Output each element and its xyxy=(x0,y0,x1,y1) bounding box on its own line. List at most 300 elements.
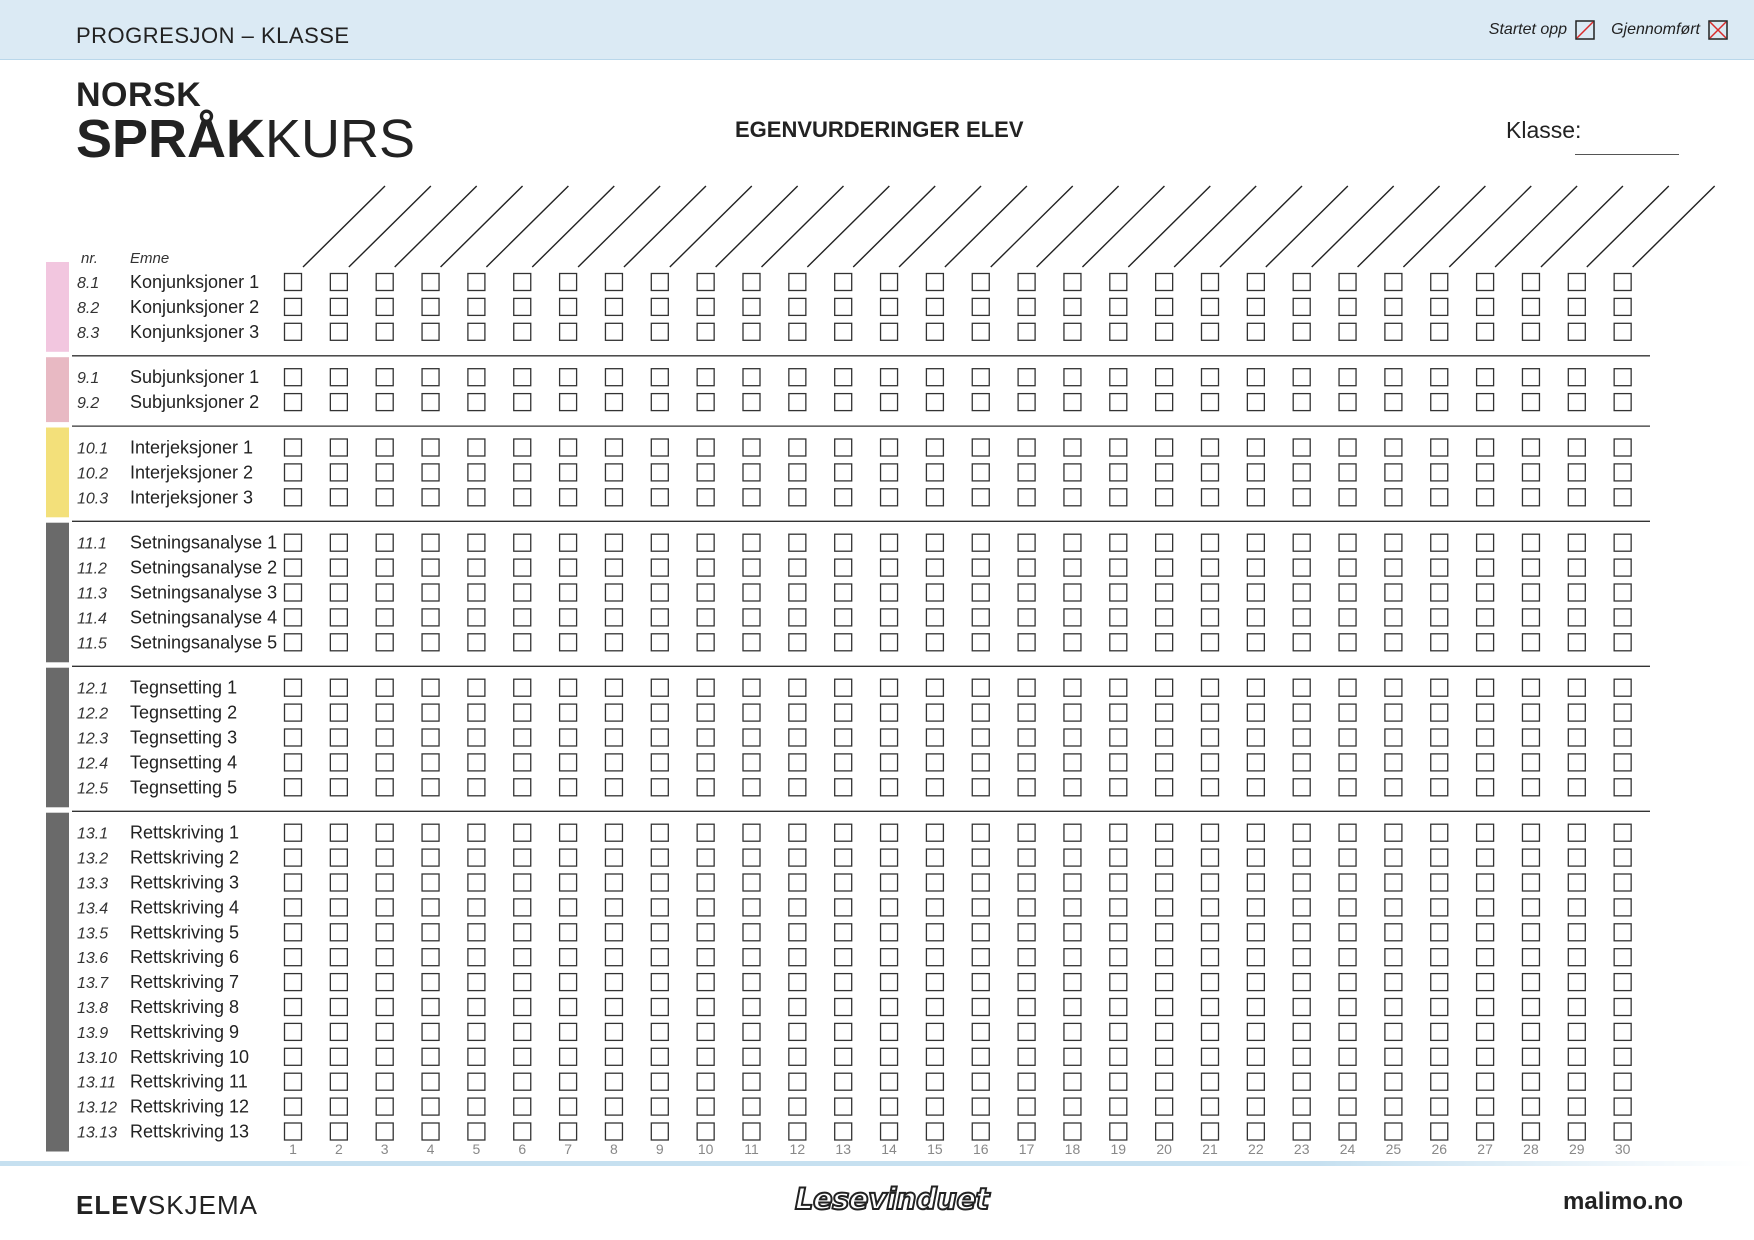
progress-checkbox[interactable] xyxy=(1064,584,1081,601)
progress-checkbox[interactable] xyxy=(1568,729,1585,746)
progress-checkbox[interactable] xyxy=(1614,534,1631,551)
progress-checkbox[interactable] xyxy=(743,394,760,411)
progress-checkbox[interactable] xyxy=(1110,679,1127,696)
progress-checkbox[interactable] xyxy=(1385,729,1402,746)
progress-checkbox[interactable] xyxy=(605,489,622,506)
progress-checkbox[interactable] xyxy=(285,1023,302,1040)
progress-checkbox[interactable] xyxy=(1247,679,1264,696)
progress-checkbox[interactable] xyxy=(1156,394,1173,411)
progress-checkbox[interactable] xyxy=(881,999,898,1016)
progress-checkbox[interactable] xyxy=(926,704,943,721)
progress-checkbox[interactable] xyxy=(926,1023,943,1040)
progress-checkbox[interactable] xyxy=(1293,369,1310,386)
progress-checkbox[interactable] xyxy=(560,949,577,966)
progress-checkbox[interactable] xyxy=(514,464,531,481)
progress-checkbox[interactable] xyxy=(743,298,760,315)
progress-checkbox[interactable] xyxy=(1293,849,1310,866)
progress-checkbox[interactable] xyxy=(1293,489,1310,506)
progress-checkbox[interactable] xyxy=(1339,1048,1356,1065)
progress-checkbox[interactable] xyxy=(789,679,806,696)
progress-checkbox[interactable] xyxy=(1568,489,1585,506)
progress-checkbox[interactable] xyxy=(651,754,668,771)
progress-checkbox[interactable] xyxy=(1293,679,1310,696)
progress-checkbox[interactable] xyxy=(330,609,347,626)
progress-checkbox[interactable] xyxy=(1477,729,1494,746)
progress-checkbox[interactable] xyxy=(1156,369,1173,386)
progress-checkbox[interactable] xyxy=(1339,559,1356,576)
progress-checkbox[interactable] xyxy=(376,924,393,941)
progress-checkbox[interactable] xyxy=(1385,924,1402,941)
progress-checkbox[interactable] xyxy=(1339,584,1356,601)
progress-checkbox[interactable] xyxy=(1522,274,1539,291)
progress-checkbox[interactable] xyxy=(697,874,714,891)
progress-checkbox[interactable] xyxy=(330,298,347,315)
progress-checkbox[interactable] xyxy=(1568,1098,1585,1115)
progress-checkbox[interactable] xyxy=(376,999,393,1016)
progress-checkbox[interactable] xyxy=(835,464,852,481)
progress-checkbox[interactable] xyxy=(560,1023,577,1040)
progress-checkbox[interactable] xyxy=(330,679,347,696)
progress-checkbox[interactable] xyxy=(972,584,989,601)
progress-checkbox[interactable] xyxy=(1247,298,1264,315)
progress-checkbox[interactable] xyxy=(1293,439,1310,456)
progress-checkbox[interactable] xyxy=(1614,298,1631,315)
progress-checkbox[interactable] xyxy=(1018,584,1035,601)
progress-checkbox[interactable] xyxy=(1018,999,1035,1016)
progress-checkbox[interactable] xyxy=(514,874,531,891)
progress-checkbox[interactable] xyxy=(376,369,393,386)
progress-checkbox[interactable] xyxy=(835,559,852,576)
student-name-line[interactable] xyxy=(1587,186,1669,267)
progress-checkbox[interactable] xyxy=(1202,729,1219,746)
progress-checkbox[interactable] xyxy=(1247,779,1264,796)
progress-checkbox[interactable] xyxy=(651,369,668,386)
progress-checkbox[interactable] xyxy=(743,999,760,1016)
progress-checkbox[interactable] xyxy=(1385,1098,1402,1115)
progress-checkbox[interactable] xyxy=(1339,754,1356,771)
progress-checkbox[interactable] xyxy=(330,323,347,340)
progress-checkbox[interactable] xyxy=(835,704,852,721)
progress-checkbox[interactable] xyxy=(514,754,531,771)
progress-checkbox[interactable] xyxy=(835,779,852,796)
progress-checkbox[interactable] xyxy=(376,439,393,456)
progress-checkbox[interactable] xyxy=(1385,584,1402,601)
progress-checkbox[interactable] xyxy=(972,1048,989,1065)
progress-checkbox[interactable] xyxy=(330,1098,347,1115)
progress-checkbox[interactable] xyxy=(1568,999,1585,1016)
progress-checkbox[interactable] xyxy=(376,298,393,315)
progress-checkbox[interactable] xyxy=(1064,949,1081,966)
progress-checkbox[interactable] xyxy=(1247,1023,1264,1040)
progress-checkbox[interactable] xyxy=(285,824,302,841)
progress-checkbox[interactable] xyxy=(972,439,989,456)
progress-checkbox[interactable] xyxy=(605,949,622,966)
progress-checkbox[interactable] xyxy=(697,609,714,626)
progress-checkbox[interactable] xyxy=(1202,824,1219,841)
progress-checkbox[interactable] xyxy=(1247,323,1264,340)
progress-checkbox[interactable] xyxy=(468,679,485,696)
progress-checkbox[interactable] xyxy=(881,679,898,696)
progress-checkbox[interactable] xyxy=(1064,323,1081,340)
progress-checkbox[interactable] xyxy=(1293,899,1310,916)
progress-checkbox[interactable] xyxy=(1522,489,1539,506)
progress-checkbox[interactable] xyxy=(651,824,668,841)
progress-checkbox[interactable] xyxy=(972,609,989,626)
progress-checkbox[interactable] xyxy=(514,974,531,991)
progress-checkbox[interactable] xyxy=(1110,584,1127,601)
progress-checkbox[interactable] xyxy=(560,534,577,551)
progress-checkbox[interactable] xyxy=(468,489,485,506)
progress-checkbox[interactable] xyxy=(560,584,577,601)
progress-checkbox[interactable] xyxy=(330,634,347,651)
progress-checkbox[interactable] xyxy=(1568,1073,1585,1090)
progress-checkbox[interactable] xyxy=(743,534,760,551)
progress-checkbox[interactable] xyxy=(605,849,622,866)
progress-checkbox[interactable] xyxy=(697,849,714,866)
progress-checkbox[interactable] xyxy=(926,1123,943,1140)
progress-checkbox[interactable] xyxy=(743,274,760,291)
progress-checkbox[interactable] xyxy=(468,534,485,551)
progress-checkbox[interactable] xyxy=(1522,394,1539,411)
progress-checkbox[interactable] xyxy=(1156,999,1173,1016)
progress-checkbox[interactable] xyxy=(468,394,485,411)
progress-checkbox[interactable] xyxy=(926,824,943,841)
progress-checkbox[interactable] xyxy=(1614,874,1631,891)
progress-checkbox[interactable] xyxy=(1202,369,1219,386)
student-name-line[interactable] xyxy=(624,186,706,267)
progress-checkbox[interactable] xyxy=(697,394,714,411)
progress-checkbox[interactable] xyxy=(1202,899,1219,916)
progress-checkbox[interactable] xyxy=(835,489,852,506)
progress-checkbox[interactable] xyxy=(285,754,302,771)
progress-checkbox[interactable] xyxy=(1156,899,1173,916)
progress-checkbox[interactable] xyxy=(1614,949,1631,966)
progress-checkbox[interactable] xyxy=(926,974,943,991)
progress-checkbox[interactable] xyxy=(422,899,439,916)
progress-checkbox[interactable] xyxy=(376,679,393,696)
progress-checkbox[interactable] xyxy=(1568,679,1585,696)
progress-checkbox[interactable] xyxy=(972,779,989,796)
progress-checkbox[interactable] xyxy=(972,1098,989,1115)
progress-checkbox[interactable] xyxy=(422,534,439,551)
progress-checkbox[interactable] xyxy=(1568,704,1585,721)
progress-checkbox[interactable] xyxy=(514,1023,531,1040)
progress-checkbox[interactable] xyxy=(743,824,760,841)
progress-checkbox[interactable] xyxy=(285,584,302,601)
progress-checkbox[interactable] xyxy=(1110,729,1127,746)
progress-checkbox[interactable] xyxy=(743,899,760,916)
progress-checkbox[interactable] xyxy=(1156,609,1173,626)
progress-checkbox[interactable] xyxy=(926,949,943,966)
progress-checkbox[interactable] xyxy=(560,874,577,891)
progress-checkbox[interactable] xyxy=(1522,704,1539,721)
progress-checkbox[interactable] xyxy=(1293,534,1310,551)
progress-checkbox[interactable] xyxy=(697,369,714,386)
progress-checkbox[interactable] xyxy=(468,874,485,891)
progress-checkbox[interactable] xyxy=(376,779,393,796)
progress-checkbox[interactable] xyxy=(605,924,622,941)
progress-checkbox[interactable] xyxy=(1568,634,1585,651)
progress-checkbox[interactable] xyxy=(422,679,439,696)
progress-checkbox[interactable] xyxy=(1018,849,1035,866)
progress-checkbox[interactable] xyxy=(835,1073,852,1090)
progress-checkbox[interactable] xyxy=(285,999,302,1016)
progress-checkbox[interactable] xyxy=(881,609,898,626)
progress-checkbox[interactable] xyxy=(881,323,898,340)
progress-checkbox[interactable] xyxy=(1202,559,1219,576)
progress-checkbox[interactable] xyxy=(1202,704,1219,721)
progress-checkbox[interactable] xyxy=(1431,974,1448,991)
progress-checkbox[interactable] xyxy=(605,323,622,340)
progress-checkbox[interactable] xyxy=(285,704,302,721)
progress-checkbox[interactable] xyxy=(1202,439,1219,456)
progress-checkbox[interactable] xyxy=(1339,609,1356,626)
progress-checkbox[interactable] xyxy=(1018,323,1035,340)
progress-checkbox[interactable] xyxy=(285,464,302,481)
progress-checkbox[interactable] xyxy=(1431,464,1448,481)
progress-checkbox[interactable] xyxy=(789,634,806,651)
progress-checkbox[interactable] xyxy=(1202,1073,1219,1090)
progress-checkbox[interactable] xyxy=(743,559,760,576)
progress-checkbox[interactable] xyxy=(1568,464,1585,481)
progress-checkbox[interactable] xyxy=(1064,609,1081,626)
progress-checkbox[interactable] xyxy=(1064,634,1081,651)
progress-checkbox[interactable] xyxy=(651,679,668,696)
progress-checkbox[interactable] xyxy=(1064,899,1081,916)
progress-checkbox[interactable] xyxy=(1477,394,1494,411)
progress-checkbox[interactable] xyxy=(1614,369,1631,386)
progress-checkbox[interactable] xyxy=(560,323,577,340)
progress-checkbox[interactable] xyxy=(1202,874,1219,891)
progress-checkbox[interactable] xyxy=(1385,439,1402,456)
progress-checkbox[interactable] xyxy=(1293,464,1310,481)
progress-checkbox[interactable] xyxy=(697,1123,714,1140)
progress-checkbox[interactable] xyxy=(330,439,347,456)
progress-checkbox[interactable] xyxy=(881,729,898,746)
progress-checkbox[interactable] xyxy=(1018,609,1035,626)
student-name-line[interactable] xyxy=(1128,186,1210,267)
progress-checkbox[interactable] xyxy=(560,1073,577,1090)
progress-checkbox[interactable] xyxy=(1202,949,1219,966)
progress-checkbox[interactable] xyxy=(1247,584,1264,601)
progress-checkbox[interactable] xyxy=(468,274,485,291)
progress-checkbox[interactable] xyxy=(1522,754,1539,771)
progress-checkbox[interactable] xyxy=(1431,999,1448,1016)
progress-checkbox[interactable] xyxy=(285,634,302,651)
progress-checkbox[interactable] xyxy=(1247,1073,1264,1090)
progress-checkbox[interactable] xyxy=(1018,779,1035,796)
student-name-line[interactable] xyxy=(1358,186,1440,267)
progress-checkbox[interactable] xyxy=(1522,559,1539,576)
progress-checkbox[interactable] xyxy=(972,274,989,291)
progress-checkbox[interactable] xyxy=(1431,298,1448,315)
progress-checkbox[interactable] xyxy=(422,323,439,340)
progress-checkbox[interactable] xyxy=(514,439,531,456)
progress-checkbox[interactable] xyxy=(835,849,852,866)
progress-checkbox[interactable] xyxy=(285,899,302,916)
progress-checkbox[interactable] xyxy=(330,824,347,841)
progress-checkbox[interactable] xyxy=(605,974,622,991)
progress-checkbox[interactable] xyxy=(1339,849,1356,866)
progress-checkbox[interactable] xyxy=(422,1098,439,1115)
progress-checkbox[interactable] xyxy=(926,754,943,771)
progress-checkbox[interactable] xyxy=(1247,369,1264,386)
progress-checkbox[interactable] xyxy=(1064,298,1081,315)
progress-checkbox[interactable] xyxy=(1522,609,1539,626)
progress-checkbox[interactable] xyxy=(881,559,898,576)
progress-checkbox[interactable] xyxy=(1431,754,1448,771)
progress-checkbox[interactable] xyxy=(1018,298,1035,315)
progress-checkbox[interactable] xyxy=(651,924,668,941)
progress-checkbox[interactable] xyxy=(926,559,943,576)
progress-checkbox[interactable] xyxy=(1568,899,1585,916)
progress-checkbox[interactable] xyxy=(1431,849,1448,866)
progress-checkbox[interactable] xyxy=(605,779,622,796)
progress-checkbox[interactable] xyxy=(605,899,622,916)
progress-checkbox[interactable] xyxy=(1614,779,1631,796)
progress-checkbox[interactable] xyxy=(330,489,347,506)
progress-checkbox[interactable] xyxy=(376,729,393,746)
progress-checkbox[interactable] xyxy=(422,634,439,651)
progress-checkbox[interactable] xyxy=(285,609,302,626)
progress-checkbox[interactable] xyxy=(1568,1023,1585,1040)
progress-checkbox[interactable] xyxy=(422,729,439,746)
progress-checkbox[interactable] xyxy=(1614,924,1631,941)
progress-checkbox[interactable] xyxy=(605,369,622,386)
progress-checkbox[interactable] xyxy=(697,559,714,576)
progress-checkbox[interactable] xyxy=(1018,394,1035,411)
progress-checkbox[interactable] xyxy=(1339,974,1356,991)
progress-checkbox[interactable] xyxy=(1247,489,1264,506)
progress-checkbox[interactable] xyxy=(1431,634,1448,651)
progress-checkbox[interactable] xyxy=(1522,439,1539,456)
progress-checkbox[interactable] xyxy=(881,899,898,916)
progress-checkbox[interactable] xyxy=(422,1048,439,1065)
progress-checkbox[interactable] xyxy=(651,634,668,651)
progress-checkbox[interactable] xyxy=(1385,1023,1402,1040)
progress-checkbox[interactable] xyxy=(422,1023,439,1040)
progress-checkbox[interactable] xyxy=(835,439,852,456)
progress-checkbox[interactable] xyxy=(1477,1073,1494,1090)
progress-checkbox[interactable] xyxy=(1522,634,1539,651)
progress-checkbox[interactable] xyxy=(422,754,439,771)
progress-checkbox[interactable] xyxy=(1110,849,1127,866)
progress-checkbox[interactable] xyxy=(835,394,852,411)
progress-checkbox[interactable] xyxy=(1156,754,1173,771)
progress-checkbox[interactable] xyxy=(1477,439,1494,456)
progress-checkbox[interactable] xyxy=(1385,1048,1402,1065)
progress-checkbox[interactable] xyxy=(1110,534,1127,551)
progress-checkbox[interactable] xyxy=(651,974,668,991)
progress-checkbox[interactable] xyxy=(1522,679,1539,696)
progress-checkbox[interactable] xyxy=(743,1123,760,1140)
progress-checkbox[interactable] xyxy=(1431,1073,1448,1090)
progress-checkbox[interactable] xyxy=(1568,394,1585,411)
progress-checkbox[interactable] xyxy=(743,754,760,771)
progress-checkbox[interactable] xyxy=(972,999,989,1016)
progress-checkbox[interactable] xyxy=(1568,779,1585,796)
progress-checkbox[interactable] xyxy=(376,824,393,841)
progress-checkbox[interactable] xyxy=(835,1048,852,1065)
progress-checkbox[interactable] xyxy=(697,274,714,291)
progress-checkbox[interactable] xyxy=(1064,679,1081,696)
progress-checkbox[interactable] xyxy=(1110,704,1127,721)
progress-checkbox[interactable] xyxy=(422,274,439,291)
progress-checkbox[interactable] xyxy=(697,924,714,941)
progress-checkbox[interactable] xyxy=(835,609,852,626)
progress-checkbox[interactable] xyxy=(1247,974,1264,991)
progress-checkbox[interactable] xyxy=(468,849,485,866)
progress-checkbox[interactable] xyxy=(1202,1048,1219,1065)
progress-checkbox[interactable] xyxy=(330,874,347,891)
progress-checkbox[interactable] xyxy=(330,369,347,386)
progress-checkbox[interactable] xyxy=(514,779,531,796)
progress-checkbox[interactable] xyxy=(514,584,531,601)
progress-checkbox[interactable] xyxy=(1477,1048,1494,1065)
progress-checkbox[interactable] xyxy=(514,1073,531,1090)
progress-checkbox[interactable] xyxy=(743,974,760,991)
student-name-line[interactable] xyxy=(899,186,981,267)
progress-checkbox[interactable] xyxy=(1018,1073,1035,1090)
progress-checkbox[interactable] xyxy=(1293,704,1310,721)
progress-checkbox[interactable] xyxy=(1202,274,1219,291)
progress-checkbox[interactable] xyxy=(468,1023,485,1040)
progress-checkbox[interactable] xyxy=(560,754,577,771)
progress-checkbox[interactable] xyxy=(972,634,989,651)
progress-checkbox[interactable] xyxy=(926,924,943,941)
progress-checkbox[interactable] xyxy=(376,274,393,291)
progress-checkbox[interactable] xyxy=(1293,559,1310,576)
progress-checkbox[interactable] xyxy=(1568,949,1585,966)
progress-checkbox[interactable] xyxy=(697,899,714,916)
progress-checkbox[interactable] xyxy=(1614,489,1631,506)
progress-checkbox[interactable] xyxy=(514,824,531,841)
progress-checkbox[interactable] xyxy=(1614,754,1631,771)
progress-checkbox[interactable] xyxy=(1614,1098,1631,1115)
progress-checkbox[interactable] xyxy=(1339,464,1356,481)
progress-checkbox[interactable] xyxy=(605,754,622,771)
progress-checkbox[interactable] xyxy=(285,974,302,991)
progress-checkbox[interactable] xyxy=(651,394,668,411)
progress-checkbox[interactable] xyxy=(376,584,393,601)
progress-checkbox[interactable] xyxy=(1018,464,1035,481)
progress-checkbox[interactable] xyxy=(376,849,393,866)
progress-checkbox[interactable] xyxy=(422,974,439,991)
progress-checkbox[interactable] xyxy=(1431,1123,1448,1140)
progress-checkbox[interactable] xyxy=(1431,323,1448,340)
progress-checkbox[interactable] xyxy=(605,394,622,411)
progress-checkbox[interactable] xyxy=(1339,323,1356,340)
progress-checkbox[interactable] xyxy=(1431,394,1448,411)
progress-checkbox[interactable] xyxy=(972,1073,989,1090)
progress-checkbox[interactable] xyxy=(1614,899,1631,916)
progress-checkbox[interactable] xyxy=(1018,924,1035,941)
progress-checkbox[interactable] xyxy=(835,899,852,916)
progress-checkbox[interactable] xyxy=(468,729,485,746)
progress-checkbox[interactable] xyxy=(1293,974,1310,991)
progress-checkbox[interactable] xyxy=(1247,634,1264,651)
progress-checkbox[interactable] xyxy=(376,634,393,651)
progress-checkbox[interactable] xyxy=(514,298,531,315)
progress-checkbox[interactable] xyxy=(1477,489,1494,506)
progress-checkbox[interactable] xyxy=(1247,729,1264,746)
progress-checkbox[interactable] xyxy=(468,1123,485,1140)
progress-checkbox[interactable] xyxy=(514,369,531,386)
progress-checkbox[interactable] xyxy=(1064,1098,1081,1115)
progress-checkbox[interactable] xyxy=(514,609,531,626)
progress-checkbox[interactable] xyxy=(514,559,531,576)
progress-checkbox[interactable] xyxy=(835,729,852,746)
